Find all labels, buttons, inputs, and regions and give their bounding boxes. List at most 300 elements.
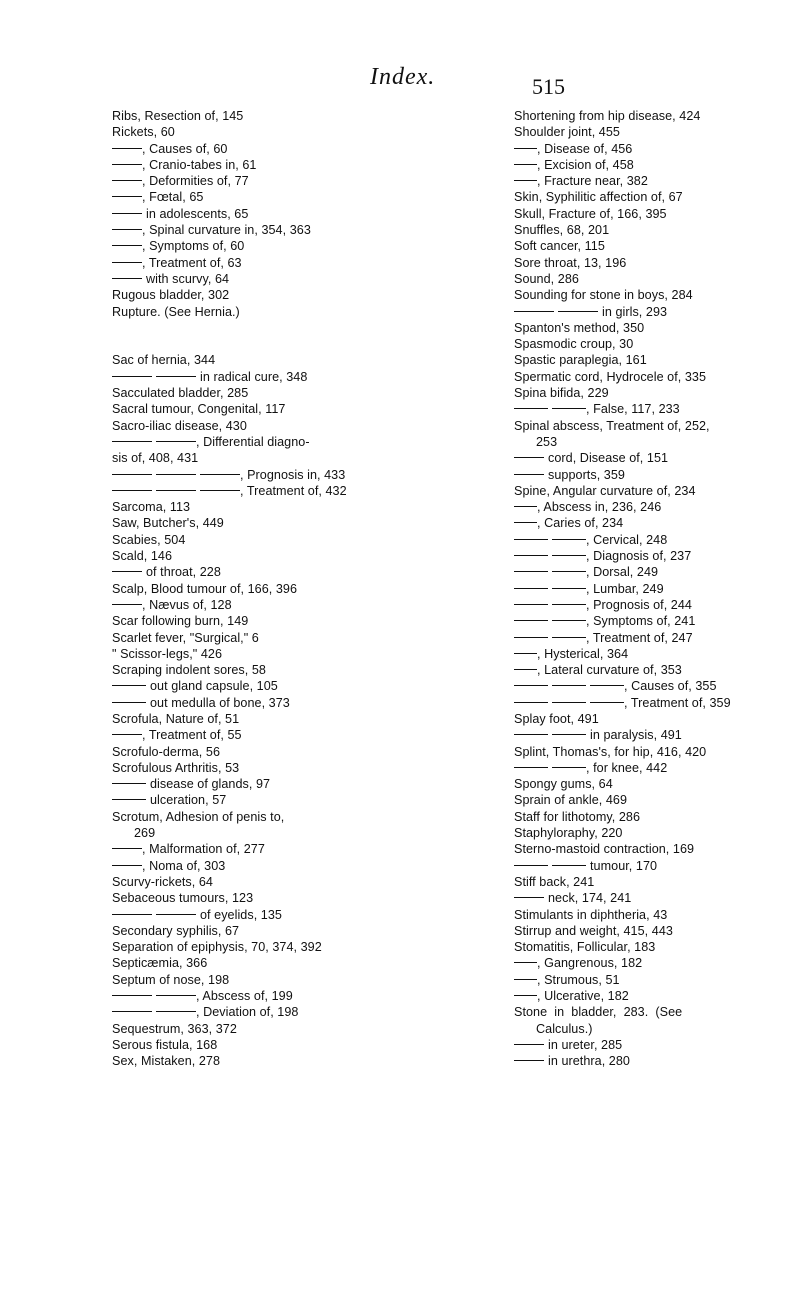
- entry-text: Septicæmia, 366: [112, 956, 208, 971]
- entry-text: Spasmodic croup, 30: [514, 337, 634, 352]
- index-entry: [112, 678, 492, 694]
- entry-text: Spinal abscess, Treatment of, 252,: [514, 418, 710, 433]
- entry-text: , Deviation of, 198: [196, 1005, 299, 1020]
- ditto-dash: [112, 490, 152, 491]
- page-header: [0, 64, 800, 104]
- ditto-dash: [514, 588, 548, 589]
- index-entry: [112, 124, 492, 140]
- entry-text: Scalp, Blood tumour of, 166, 396: [112, 581, 298, 596]
- ditto-dash: [156, 441, 196, 442]
- entry-text: , Cranio-tabes in, 61: [142, 157, 257, 172]
- entry-text: Secondary syphilis, 67: [112, 923, 240, 938]
- entry-text: sis of, 408, 431: [112, 451, 199, 466]
- entry-text: with scurvy, 64: [146, 271, 230, 286]
- entry-text: Staphyloraphy, 220: [514, 826, 623, 841]
- index-entry: [112, 483, 492, 499]
- index-entry: [112, 1004, 492, 1020]
- index-entry: [112, 157, 492, 173]
- index-entry: [514, 304, 800, 320]
- entry-text: Sequestrum, 363, 372: [112, 1021, 237, 1036]
- index-entry: [514, 630, 800, 646]
- ditto-dash: [514, 620, 548, 621]
- index-entry: [514, 157, 800, 173]
- index-entry: [514, 874, 800, 890]
- ditto-dash: [156, 376, 196, 377]
- blank-line: [112, 320, 492, 336]
- index-entry: [112, 695, 492, 711]
- entry-text: out gland capsule, 105: [150, 679, 278, 694]
- ditto-dash: [112, 229, 142, 230]
- index-entry: [514, 499, 800, 515]
- entry-text: Splay foot, 491: [514, 711, 599, 726]
- index-entry: [514, 760, 800, 776]
- entry-text: Stomatitis, Follicular, 183: [514, 940, 656, 955]
- index-entry: [112, 532, 492, 548]
- index-entry: [112, 890, 492, 906]
- entry-text: , Nævus of, 128: [142, 597, 232, 612]
- ditto-dash: [552, 555, 586, 556]
- index-entry: [514, 222, 800, 238]
- ditto-dash: [514, 148, 537, 149]
- index-entry: [112, 613, 492, 629]
- index-entry: [514, 662, 800, 678]
- index-entry: [112, 630, 492, 646]
- ditto-dash: [112, 799, 146, 800]
- index-entry: [112, 434, 492, 450]
- ditto-dash: [112, 196, 142, 197]
- entry-text: , for knee, 442: [586, 760, 668, 775]
- ditto-dash: [514, 702, 548, 703]
- ditto-dash: [112, 685, 146, 686]
- index-entry: [514, 939, 800, 955]
- entry-text: , Hysterical, 364: [537, 646, 629, 661]
- index-entry: [514, 890, 800, 906]
- entry-text: Sacro-iliac disease, 430: [112, 418, 247, 433]
- index-entry: [112, 597, 492, 613]
- entry-text: , Malformation of, 277: [142, 842, 265, 857]
- entry-text: Septum of nose, 198: [112, 972, 230, 987]
- ditto-dash: [552, 767, 586, 768]
- index-entry: [112, 874, 492, 890]
- ditto-dash: [514, 865, 548, 866]
- ditto-dash: [156, 995, 196, 996]
- ditto-dash: [112, 148, 142, 149]
- index-entry: [514, 988, 800, 1004]
- ditto-dash: [552, 604, 586, 605]
- index-entry: [514, 744, 800, 760]
- index-entry: [112, 173, 492, 189]
- entry-text: tumour, 170: [590, 858, 658, 873]
- ditto-dash: [112, 734, 142, 735]
- entry-text: Spina bifida, 229: [514, 386, 609, 401]
- entry-text: 269: [134, 826, 156, 841]
- ditto-dash: [514, 180, 537, 181]
- index-entry: [514, 907, 800, 923]
- entry-text: Stimulants in diphtheria, 43: [514, 907, 668, 922]
- index-entry: [514, 124, 800, 140]
- entry-text: in radical cure, 348: [200, 369, 308, 384]
- index-entry: [112, 825, 492, 841]
- entry-text: Scald, 146: [112, 549, 173, 564]
- index-entry: [514, 450, 800, 466]
- index-entry: [112, 646, 492, 662]
- entry-text: Skull, Fracture of, 166, 395: [514, 206, 667, 221]
- entry-text: Calculus.): [536, 1021, 593, 1036]
- index-entry: [514, 206, 800, 222]
- index-entry: [514, 418, 800, 434]
- index-entry: [514, 352, 800, 368]
- index-entry: [112, 939, 492, 955]
- index-entry: [112, 1021, 492, 1037]
- index-entry: [514, 613, 800, 629]
- index-entry: [112, 369, 492, 385]
- index-entry: [112, 727, 492, 743]
- entry-text: Scarlet fever, "Surgical," 6: [112, 630, 259, 645]
- running-title: Index.: [370, 64, 436, 90]
- entry-text: , Fœtal, 65: [142, 190, 204, 205]
- ditto-dash: [112, 164, 142, 165]
- entry-text: , Lateral curvature of, 353: [537, 663, 682, 678]
- ditto-dash: [514, 637, 548, 638]
- entry-text: Sebaceous tumours, 123: [112, 891, 254, 906]
- entry-text: ulceration, 57: [150, 793, 227, 808]
- entry-text: , Prognosis of, 244: [586, 597, 692, 612]
- entry-text: , Ulcerative, 182: [537, 989, 629, 1004]
- ditto-dash: [112, 376, 152, 377]
- entry-text: , Strumous, 51: [537, 972, 620, 987]
- index-entry: [112, 972, 492, 988]
- index-entry: [514, 385, 800, 401]
- index-entry: [514, 1037, 800, 1053]
- index-entry: [514, 189, 800, 205]
- ditto-dash: [514, 979, 537, 980]
- index-entry: [112, 450, 492, 466]
- entry-text: , Treatment of, 432: [240, 483, 347, 498]
- ditto-dash: [112, 180, 142, 181]
- ditto-dash: [112, 848, 142, 849]
- index-column-left: [112, 108, 492, 1070]
- entry-text: , Treatment of, 55: [142, 728, 242, 743]
- ditto-dash: [514, 653, 537, 654]
- index-entry: [514, 271, 800, 287]
- index-entry: [514, 972, 800, 988]
- blank-line: [112, 336, 492, 352]
- ditto-dash: [514, 897, 544, 898]
- entry-text: Sarcoma, 113: [112, 500, 191, 515]
- entry-text: , Abscess of, 199: [196, 989, 293, 1004]
- index-entry: [514, 1004, 800, 1020]
- entry-text: , Differential diagno-: [196, 434, 310, 449]
- ditto-dash: [112, 865, 142, 866]
- ditto-dash: [514, 767, 548, 768]
- entry-text: Sac of hernia, 344: [112, 353, 216, 368]
- page-number: 515: [532, 74, 565, 99]
- entry-text: Spermatic cord, Hydrocele of, 335: [514, 369, 707, 384]
- index-entry: [514, 581, 800, 597]
- index-entry: [112, 108, 492, 124]
- index-entry: [514, 369, 800, 385]
- ditto-dash: [558, 311, 598, 312]
- entry-text: Shoulder joint, 455: [514, 125, 620, 140]
- ditto-dash: [112, 995, 152, 996]
- ditto-dash: [200, 490, 240, 491]
- index-entry: [112, 792, 492, 808]
- entry-text: Saw, Butcher's, 449: [112, 516, 224, 531]
- ditto-dash: [514, 669, 537, 670]
- ditto-dash: [514, 311, 554, 312]
- entry-text: neck, 174, 241: [548, 891, 632, 906]
- entry-text: , Causes of, 355: [624, 679, 717, 694]
- ditto-dash: [200, 474, 240, 475]
- entry-text: , Fracture near, 382: [537, 174, 648, 189]
- index-entry: [112, 189, 492, 205]
- entry-text: of throat, 228: [146, 565, 221, 580]
- ditto-dash: [514, 522, 537, 523]
- ditto-dash: [112, 213, 142, 214]
- entry-text: , Diagnosis of, 237: [586, 549, 692, 564]
- entry-text: Rupture. (See Hernia.): [112, 304, 240, 319]
- index-entry: [514, 646, 800, 662]
- entry-text: Spongy gums, 64: [514, 777, 613, 792]
- entry-text: out medulla of bone, 373: [150, 695, 290, 710]
- entry-text: Scraping indolent sores, 58: [112, 663, 266, 678]
- entry-text: Rugous bladder, 302: [112, 288, 230, 303]
- index-entry: [514, 1053, 800, 1069]
- entry-text: , Gangrenous, 182: [537, 956, 643, 971]
- entry-text: Rickets, 60: [112, 125, 175, 140]
- ditto-dash: [514, 539, 548, 540]
- entry-text: Scabies, 504: [112, 532, 186, 547]
- entry-text: Stiff back, 241: [514, 874, 595, 889]
- index-entry: [112, 401, 492, 417]
- ditto-dash: [112, 474, 152, 475]
- entry-text: , Noma of, 303: [142, 858, 226, 873]
- index-entry: [112, 548, 492, 564]
- entry-text: , Dorsal, 249: [586, 565, 659, 580]
- ditto-dash: [552, 539, 586, 540]
- entry-text: Spanton's method, 350: [514, 320, 645, 335]
- entry-text: Sterno-mastoid contraction, 169: [514, 842, 695, 857]
- ditto-dash: [112, 604, 142, 605]
- entry-text: , Treatment of, 247: [586, 630, 693, 645]
- ditto-dash: [514, 555, 548, 556]
- index-entry: [514, 955, 800, 971]
- entry-text: in girls, 293: [602, 304, 668, 319]
- ditto-dash: [514, 734, 548, 735]
- index-entry: [514, 597, 800, 613]
- entry-text: Spastic paraplegia, 161: [514, 353, 647, 368]
- index-entry: [112, 955, 492, 971]
- index-entry: [112, 711, 492, 727]
- entry-text: Scurvy-rickets, 64: [112, 874, 213, 889]
- ditto-dash: [156, 474, 196, 475]
- entry-text: , Causes of, 60: [142, 141, 228, 156]
- ditto-dash: [552, 588, 586, 589]
- ditto-dash: [590, 702, 624, 703]
- ditto-dash: [112, 262, 142, 263]
- ditto-dash: [514, 685, 548, 686]
- entry-text: Serous fistula, 168: [112, 1037, 218, 1052]
- entry-text: Sounding for stone in boys, 284: [514, 288, 693, 303]
- ditto-dash: [552, 702, 586, 703]
- index-entry: [514, 809, 800, 825]
- index-entry: [514, 173, 800, 189]
- entry-text: , Excision of, 458: [537, 157, 634, 172]
- entry-text: Staff for lithotomy, 286: [514, 809, 641, 824]
- index-column-right: [514, 108, 800, 1070]
- entry-text: cord, Disease of, 151: [548, 451, 669, 466]
- ditto-dash: [514, 408, 548, 409]
- ditto-dash: [112, 914, 152, 915]
- entry-text: , Symptoms of, 241: [586, 614, 696, 629]
- ditto-dash: [552, 685, 586, 686]
- ditto-dash: [156, 490, 196, 491]
- ditto-dash: [552, 571, 586, 572]
- index-entry: [112, 141, 492, 157]
- index-entry: [514, 695, 800, 711]
- index-entry: [112, 923, 492, 939]
- index-entry: [112, 467, 492, 483]
- ditto-dash: [112, 702, 146, 703]
- entry-text: Scar following burn, 149: [112, 614, 249, 629]
- entry-text: disease of glands, 97: [150, 777, 271, 792]
- entry-text: in ureter, 285: [548, 1037, 623, 1052]
- ditto-dash: [112, 1011, 152, 1012]
- entry-text: Sacculated bladder, 285: [112, 386, 249, 401]
- index-entry: [112, 776, 492, 792]
- index-entry: [112, 222, 492, 238]
- entry-text: Sex, Mistaken, 278: [112, 1054, 221, 1069]
- index-entry: [112, 271, 492, 287]
- entry-text: Soft cancer, 115: [514, 239, 605, 254]
- index-entry: [514, 825, 800, 841]
- ditto-dash: [156, 914, 196, 915]
- index-entry: [112, 858, 492, 874]
- ditto-dash: [552, 620, 586, 621]
- ditto-dash: [514, 164, 537, 165]
- entry-text: , Prognosis in, 433: [240, 467, 346, 482]
- index-entry: [514, 792, 800, 808]
- ditto-dash: [112, 278, 142, 279]
- ditto-dash: [552, 734, 586, 735]
- entry-text: 253: [536, 434, 558, 449]
- index-entry: [112, 287, 492, 303]
- ditto-dash: [514, 474, 544, 475]
- index-entry: [112, 238, 492, 254]
- index-entry: [514, 141, 800, 157]
- ditto-dash: [514, 506, 537, 507]
- index-entry: [112, 581, 492, 597]
- index-entry: [514, 1021, 800, 1037]
- entry-text: Skin, Syphilitic affection of, 67: [514, 190, 683, 205]
- entry-text: Stone in bladder, 283. (See: [514, 1005, 683, 1020]
- ditto-dash: [514, 1044, 544, 1045]
- index-entry: [514, 255, 800, 271]
- index-entry: [514, 320, 800, 336]
- ditto-dash: [552, 408, 586, 409]
- entry-text: Scrotum, Adhesion of penis to,: [112, 809, 285, 824]
- ditto-dash: [552, 865, 586, 866]
- index-entry: [112, 385, 492, 401]
- entry-text: Sprain of ankle, 469: [514, 793, 628, 808]
- ditto-dash: [514, 571, 548, 572]
- entry-text: supports, 359: [548, 467, 625, 482]
- index-entry: [112, 1037, 492, 1053]
- entry-text: Separation of epiphysis, 70, 374, 392: [112, 940, 322, 955]
- entry-text: in paralysis, 491: [590, 728, 682, 743]
- ditto-dash: [112, 441, 152, 442]
- index-entry: [112, 841, 492, 857]
- entry-text: Stirrup and weight, 415, 443: [514, 923, 673, 938]
- ditto-dash: [514, 1060, 544, 1061]
- ditto-dash: [112, 245, 142, 246]
- entry-text: Sacral tumour, Congenital, 117: [112, 402, 286, 417]
- index-entry: [112, 206, 492, 222]
- index-entry: [514, 564, 800, 580]
- index-entry: [514, 336, 800, 352]
- entry-text: Spine, Angular curvature of, 234: [514, 483, 696, 498]
- index-entry: [514, 727, 800, 743]
- index-entry: [514, 483, 800, 499]
- entry-text: Scrofulous Arthritis, 53: [112, 760, 240, 775]
- index-entry: [514, 711, 800, 727]
- index-entry: [112, 515, 492, 531]
- ditto-dash: [552, 637, 586, 638]
- ditto-dash: [112, 783, 146, 784]
- index-entry: [112, 255, 492, 271]
- index-entry: [514, 515, 800, 531]
- entry-text: " Scissor-legs," 426: [112, 646, 223, 661]
- entry-text: in adolescents, 65: [146, 206, 249, 221]
- index-entry: [514, 434, 800, 450]
- ditto-dash: [514, 995, 537, 996]
- index-entry: [112, 352, 492, 368]
- entry-text: of eyelids, 135: [200, 907, 282, 922]
- index-entry: [514, 548, 800, 564]
- index-entry: [112, 809, 492, 825]
- entry-text: Sore throat, 13, 196: [514, 255, 627, 270]
- index-entry: [112, 564, 492, 580]
- index-entry: [112, 304, 492, 320]
- index-entry: [514, 678, 800, 694]
- entry-text: Scrofulo-derma, 56: [112, 744, 220, 759]
- index-entry: [514, 401, 800, 417]
- entry-text: Sound, 286: [514, 271, 579, 286]
- entry-text: , Disease of, 456: [537, 141, 633, 156]
- index-entry: [514, 776, 800, 792]
- index-entry: [112, 662, 492, 678]
- entry-text: in urethra, 280: [548, 1054, 630, 1069]
- ditto-dash: [112, 571, 142, 572]
- entry-text: , Symptoms of, 60: [142, 239, 245, 254]
- index-entry: [112, 418, 492, 434]
- entry-text: Snuffles, 68, 201: [514, 223, 610, 238]
- index-entry: [112, 1053, 492, 1069]
- entry-text: Ribs, Resection of, 145: [112, 109, 244, 123]
- index-entry: [112, 988, 492, 1004]
- index-entry: [112, 760, 492, 776]
- entry-text: , Lumbar, 249: [586, 581, 664, 596]
- index-entry: [514, 858, 800, 874]
- index-entry: [112, 744, 492, 760]
- index-entry: [514, 108, 800, 124]
- entry-text: , False, 117, 233: [586, 402, 680, 417]
- entry-text: Splint, Thomas's, for hip, 416, 420: [514, 744, 707, 759]
- entry-text: , Cervical, 248: [586, 532, 668, 547]
- ditto-dash: [514, 457, 544, 458]
- entry-text: , Treatment of, 359: [624, 695, 731, 710]
- entry-text: Shortening from hip disease, 424: [514, 109, 701, 123]
